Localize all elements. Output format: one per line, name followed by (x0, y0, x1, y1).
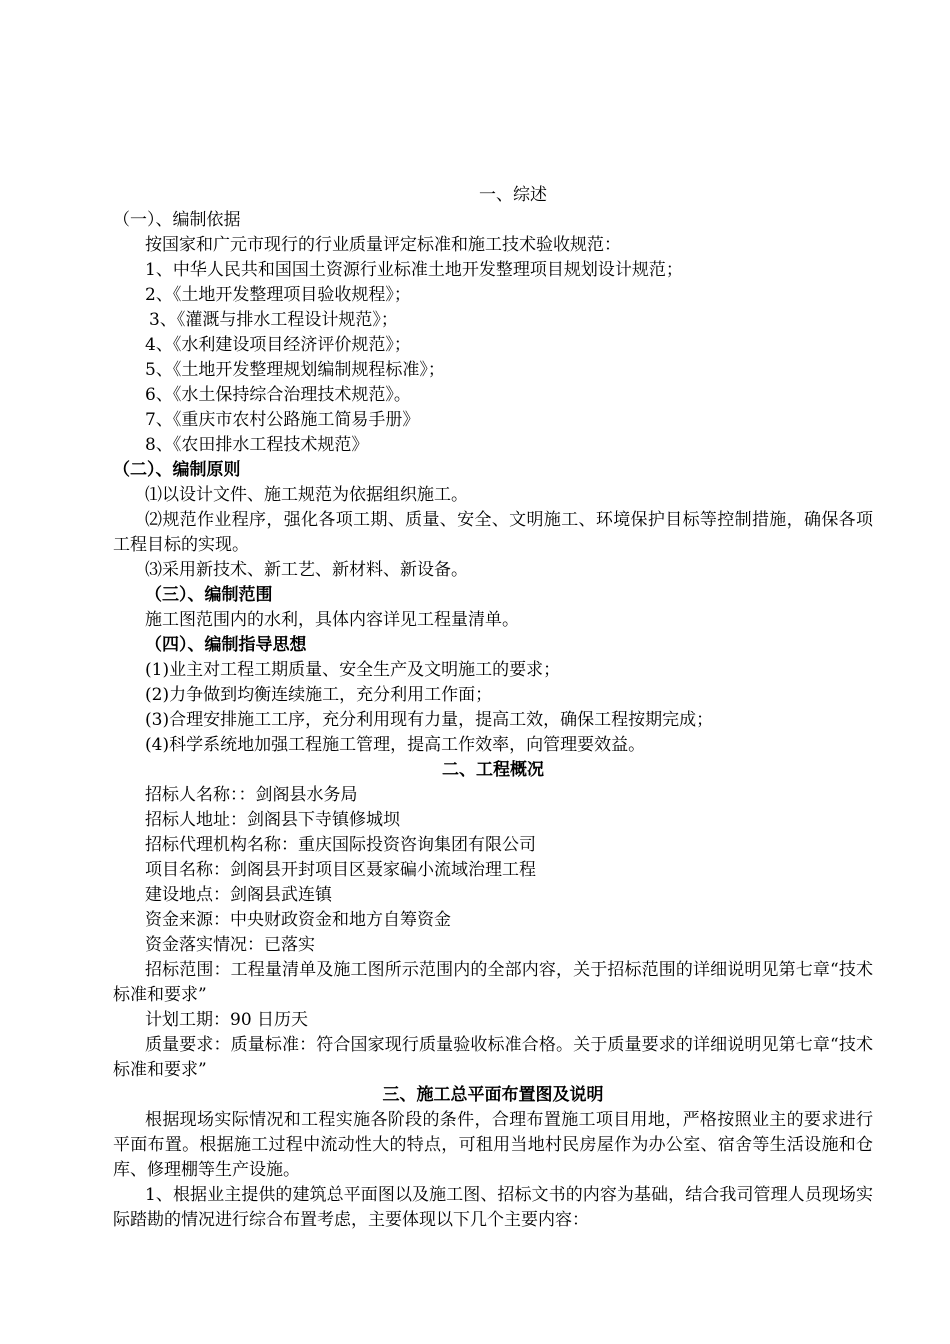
overview-line: 建设地点：剑阁县武连镇 (145, 885, 332, 905)
overview-period: 计划工期：90 日历天 (145, 1010, 309, 1030)
section-heading-guidance: （四）、编制指导思想 (145, 635, 307, 655)
overview-line: 资金落实情况：已落实 (145, 935, 315, 955)
principle-item: ⑴以设计文件、施工规范为依据组织施工。 (145, 485, 468, 505)
guidance-item: (2)力争做到均衡连续施工，充分利用工作面； (145, 685, 493, 705)
section-heading-scope: （三）、编制范围 (145, 585, 273, 605)
basis-item: 6、《水土保持综合治理技术规范》。 (145, 385, 411, 405)
section-heading-site-layout: 三、施工总平面布置图及说明 (382, 1085, 604, 1105)
scope-text: 施工图范围内的水利，具体内容详见工程量清单。 (145, 610, 519, 630)
basis-intro: 按国家和广元市现行的行业质量评定标准和施工技术验收规范： (145, 235, 621, 255)
section-heading-basis: （一）、编制依据 (113, 210, 241, 230)
site-layout-paragraph: 1、根据业主提供的建筑总平面图以及施工图、招标文书的内容为基础，结合我司管理人员现场实际踏勘的情况进行综合布置考虑，主要体现以下几个主要内容： (113, 1185, 873, 1230)
overview-quality: 质量要求：质量标准：符合国家现行质量验收标准合格。关于质量要求的详细说明见第七章“技术标准和要求” (113, 1035, 873, 1080)
guidance-item: (4)科学系统地加强工程施工管理，提高工作效率，向管理要效益。 (145, 735, 646, 755)
overview-scope: 招标范围：工程量清单及施工图所示范围内的全部内容，关于招标范围的详细说明见第七章“技术标准和要求” (113, 960, 873, 1005)
basis-item: 5、《土地开发整理规划编制规程标准》； (145, 360, 445, 380)
section-heading-principles: （二）、编制原则 (113, 460, 241, 480)
guidance-item: (3)合理安排施工工序，充分利用现有力量，提高工效，确保工程按期完成； (145, 710, 714, 730)
overview-line: 招标代理机构名称：重庆国际投资咨询集团有限公司 (145, 835, 536, 855)
document-body (113, 183, 873, 1233)
section-heading-overview: 二、工程概况 (442, 760, 544, 780)
basis-item: 7、《重庆市农村公路施工简易手册》 (145, 410, 420, 430)
site-layout-paragraph: 根据现场实际情况和工程实施各阶段的条件，合理布置施工项目用地，严格按照业主的要求进行平面布置。根据施工过程中流动性大的特点，可租用当地村民房屋作为办公室、宿舍等生活设施和仓库、修理棚等生产设施。 (113, 1110, 873, 1180)
basis-item: 3、《灌溉与排水工程设计规范》； (149, 310, 398, 330)
basis-item: 2、《土地开发整理项目验收规程》； (145, 285, 411, 305)
overview-line: 招标人名称：：剑阁县水务局 (145, 785, 358, 805)
basis-item: 4、《水利建设项目经济评价规范》； (145, 335, 411, 355)
overview-line: 项目名称：剑阁县开封项目区聂家碥小流域治理工程 (145, 860, 536, 880)
basis-item: 8、《农田排水工程技术规范》 (145, 435, 369, 455)
overview-line: 资金来源：中央财政资金和地方自筹资金 (145, 910, 451, 930)
principle-item: ⑶采用新技术、新工艺、新材料、新设备。 (145, 560, 468, 580)
overview-line: 招标人地址：剑阁县下寺镇修城坝 (145, 810, 400, 830)
principle-item: ⑵规范作业程序，强化各项工期、质量、安全、文明施工、环境保护目标等控制措施，确保各项工程目标的实现。 (113, 510, 873, 555)
guidance-item: (1)业主对工程工期质量、安全生产及文明施工的要求； (145, 660, 561, 680)
page-title: 一、综述 (479, 185, 547, 205)
basis-item: 1、中华人民共和国国土资源行业标准土地开发整理项目规划设计规范； (145, 260, 683, 280)
